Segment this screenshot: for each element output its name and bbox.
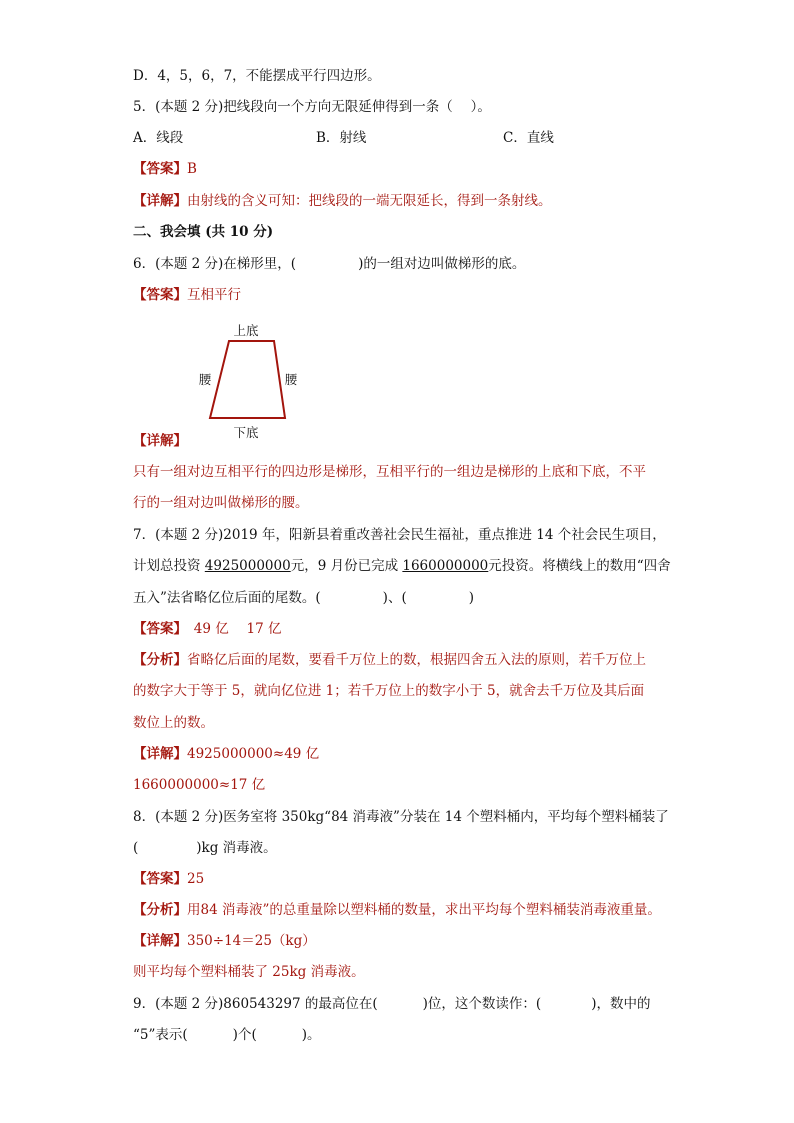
option-c: C．直线 [503, 130, 554, 146]
detail-6-line-2: 行的一组对边叫做梯形的腰。 [133, 495, 309, 511]
q6-text-a: 6．(本题 2 分)在梯形里，( [133, 256, 297, 272]
left-leg-label: 腰 [198, 372, 212, 387]
detail-8 [133, 932, 316, 950]
answer-label: 【答案】 [133, 161, 187, 177]
answer-label: 【答案】 [133, 287, 187, 303]
underlined-number-1: 4925000000 [204, 558, 291, 574]
question-7-line-3 [133, 589, 474, 607]
top-base-label: 上底 [233, 323, 259, 338]
q9-text-a: 9．(本题 2 分)860543297 的最高位在( [133, 996, 378, 1012]
detail-text: 由射线的含义可知：把线段的一端无限延长，得到一条射线。 [187, 193, 552, 209]
analysis-label: 【分析】 [133, 652, 187, 668]
answer-label: 【答案】 [133, 621, 181, 637]
question-5: 5．(本题 2 分)把线段向一个方向无限延伸得到一条（ ）。 [133, 99, 491, 115]
detail-6-label: 【详解】 [133, 433, 187, 449]
q7-text-e: )、( [382, 590, 407, 606]
answer-7 [133, 620, 281, 638]
question-8-line-1: 8．(本题 2 分)医务室将 350kg“84 消毒液”分装在 14 个塑料桶内，平均每个塑料桶装了 [133, 809, 669, 825]
detail-label: 【详解】 [133, 746, 187, 762]
q7-text-d: 五入”法省略亿位后面的尾数。( [133, 590, 321, 606]
answer-label: 【答案】 [133, 871, 187, 887]
underlined-number-2: 1660000000 [402, 558, 489, 574]
analysis-label: 【分析】 [133, 902, 187, 918]
q8-text-a: ( [133, 840, 139, 856]
detail-label: 【详解】 [133, 933, 187, 949]
question-8-line-2 [133, 839, 277, 857]
answer-value: 互相平行 [187, 287, 241, 303]
option-a: A．线段 [133, 130, 184, 146]
answer-value: 49 亿 17 亿 [180, 621, 282, 637]
trapezoid-shape [210, 341, 285, 418]
option-b: B．射线 [316, 130, 367, 146]
answer-value: B [187, 161, 197, 177]
option-d-line: D．4，5，6，7，不能摆成平行四边形。 [133, 68, 381, 84]
q7-text-a: 计划总投资 [133, 558, 205, 574]
right-leg-label: 腰 [284, 372, 298, 387]
analysis-7-line-3: 数位上的数。 [133, 715, 214, 731]
q7-text-b: 元，9 月份已完成 [290, 558, 403, 574]
analysis-8 [133, 901, 661, 919]
q9-text-c: )，数中的 [591, 996, 651, 1012]
answer-5 [133, 160, 197, 178]
q7-text-f: ) [468, 590, 474, 606]
question-7-line-2 [133, 557, 671, 575]
q6-text-b: )的一组对边叫做梯形的底。 [358, 256, 526, 272]
detail-7-line-1 [133, 745, 319, 763]
q9-text-d: “5”表示( [133, 1027, 188, 1043]
bottom-base-label: 下底 [233, 425, 259, 440]
detail-text: 350÷14＝25（kg） [187, 933, 316, 949]
answer-6 [133, 286, 241, 304]
question-9-line-1 [133, 995, 650, 1013]
q7-text-c: 元投资。将横线上的数用“四舍 [488, 558, 671, 574]
answer-value: 25 [187, 871, 205, 887]
question-6 [133, 255, 525, 273]
q8-text-b: )kg 消毒液。 [196, 840, 277, 856]
q9-text-f: )。 [301, 1027, 321, 1043]
detail-text: 4925000000≈49 亿 [187, 746, 320, 762]
detail-5 [133, 192, 552, 210]
answer-8 [133, 870, 204, 888]
question-9-line-2 [133, 1026, 321, 1044]
q9-text-e: )个( [232, 1027, 257, 1043]
q9-text-b: )位，这个数读作：( [422, 996, 542, 1012]
detail-label: 【详解】 [133, 193, 187, 209]
analysis-text: 用84 消毒液”的总重量除以塑料桶的数量，求出平均每个塑料桶装消毒液重量。 [187, 902, 661, 918]
detail-6-line-1: 只有一组对边互相平行的四边形是梯形，互相平行的一组边是梯形的上底和下底，不平 [133, 464, 646, 480]
section-2-heading: 二、我会填 (共 10 分) [133, 224, 274, 240]
analysis-7-line-2: 的数字大于等于 5，就向亿位进 1；若千万位上的数字小于 5，就舍去千万位及其后面 [133, 683, 645, 699]
analysis-7-line-1 [133, 651, 646, 669]
conclusion-8: 则平均每个塑料桶装了 25kg 消毒液。 [133, 964, 365, 980]
question-7-line-1: 7．(本题 2 分)2019 年，阳新县着重改善社会民生福祉，重点推进 14 个社会民生项目， [133, 527, 666, 543]
question-5-options [133, 129, 554, 147]
detail-7-line-2: 1660000000≈17 亿 [133, 777, 266, 793]
analysis-text: 省略亿后面的尾数，要看千万位上的数，根据四舍五入法的原则，若千万位上 [187, 652, 646, 668]
trapezoid-figure [190, 318, 310, 444]
